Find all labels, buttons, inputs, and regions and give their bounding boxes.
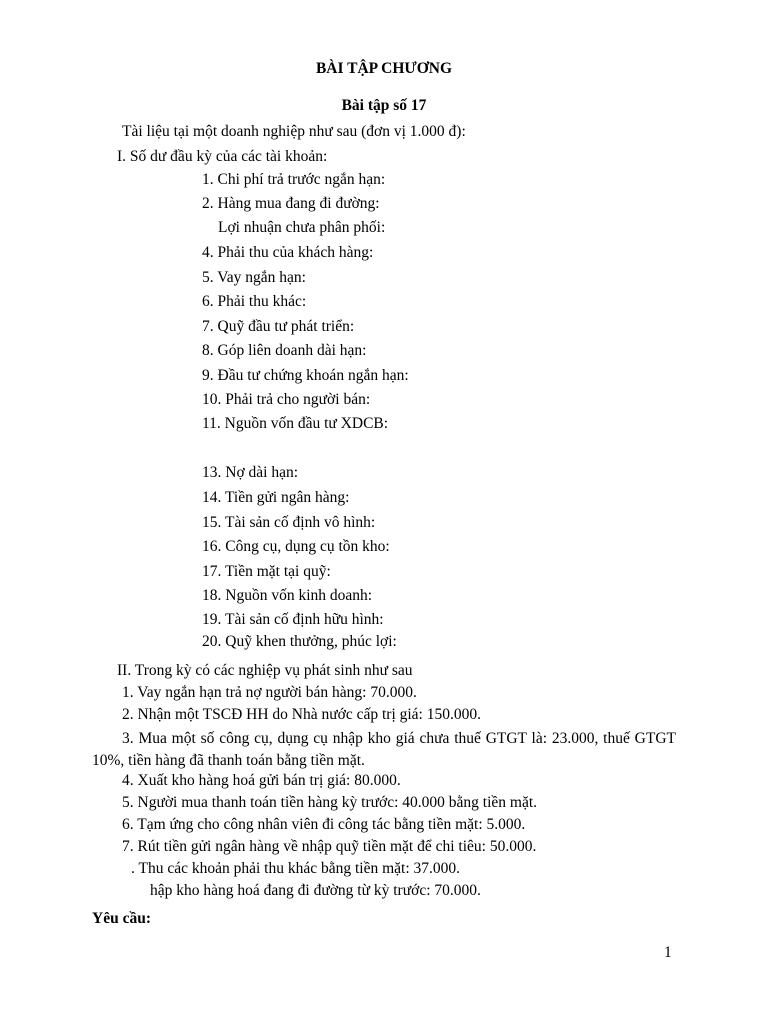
requirements-label: Yêu cầu: xyxy=(92,910,151,927)
list-item: 9. Đầu tư chứng khoán ngắn hạn: xyxy=(202,367,409,384)
list-item: 20. Quỹ khen thưởng, phúc lợi: xyxy=(202,633,397,650)
chapter-title: BÀI TẬP CHƯƠNG xyxy=(315,60,453,77)
list-item: 4. Phải thu của khách hàng: xyxy=(202,244,374,261)
intro-text: Tài liệu tại một doanh nghiệp như sau (đơn vị 1.000 đ): xyxy=(122,123,466,140)
list-item: 5. Vay ngắn hạn: xyxy=(202,269,306,286)
exercise-title: Bài tập số 17 xyxy=(341,97,427,114)
section1-heading: I. Số dư đầu kỳ của các tài khoản: xyxy=(117,148,328,165)
list-item: 10. Phải trả cho người bán: xyxy=(202,391,371,408)
list-item: 7. Rút tiền gửi ngân hàng về nhập quỹ tiền mặt để chi tiêu: 50.000. xyxy=(122,838,537,855)
list-item: 2. Hàng mua đang đi đường: xyxy=(202,195,380,212)
list-item: 8. Góp liên doanh dài hạn: xyxy=(202,342,367,359)
page-number: 1 xyxy=(664,944,672,961)
section2-heading: II. Trong kỳ có các nghiệp vụ phát sinh như sau xyxy=(117,662,413,679)
list-item: 2. Nhận một TSCĐ HH do Nhà nước cấp trị giá: 150.000. xyxy=(122,706,481,723)
list-item: 19. Tài sản cố định hữu hình: xyxy=(202,611,384,628)
list-item: 1. Vay ngắn hạn trả nợ người bán hàng: 70.000. xyxy=(122,684,417,701)
list-item: 14. Tiền gửi ngân hàng: xyxy=(202,489,350,506)
list-item: Lợi nhuận chưa phân phối: xyxy=(218,219,386,236)
list-item: 16. Công cụ, dụng cụ tồn kho: xyxy=(202,538,390,555)
list-item: . Thu các khoản phải thu khác bằng tiền mặt: 37.000. xyxy=(131,860,461,877)
list-item: 18. Nguồn vốn kinh doanh: xyxy=(202,587,373,604)
list-item: 13. Nợ dài hạn: xyxy=(202,464,299,481)
list-item: 5. Người mua thanh toán tiền hàng kỳ trước: 40.000 bằng tiền mặt. xyxy=(122,794,538,811)
list-item: 3. Mua một số công cụ, dụng cụ nhập kho giá chưa thuế GTGT là: 23.000, thuế GTGT 10%, tiền hàng đã thanh toán bằng tiền mặt. xyxy=(92,730,676,769)
list-item: 15. Tài sản cố định vô hình: xyxy=(202,514,376,531)
list-item: 6. Phải thu khác: xyxy=(202,293,307,310)
list-item: 7. Quỹ đầu tư phát triển: xyxy=(202,318,355,335)
list-item: 17. Tiền mặt tại quỹ: xyxy=(202,563,331,580)
list-item: 6. Tạm ứng cho công nhân viên đi công tác bằng tiền mặt: 5.000. xyxy=(122,816,526,833)
list-item: hập kho hàng hoá đang đi đường từ kỳ trước: 70.000. xyxy=(150,882,481,899)
list-item: 1. Chi phí trả trước ngắn hạn: xyxy=(202,171,386,188)
list-item: 4. Xuất kho hàng hoá gửi bán trị giá: 80.000. xyxy=(122,772,401,789)
list-item: 11. Nguồn vốn đầu tư XDCB: xyxy=(202,415,389,432)
